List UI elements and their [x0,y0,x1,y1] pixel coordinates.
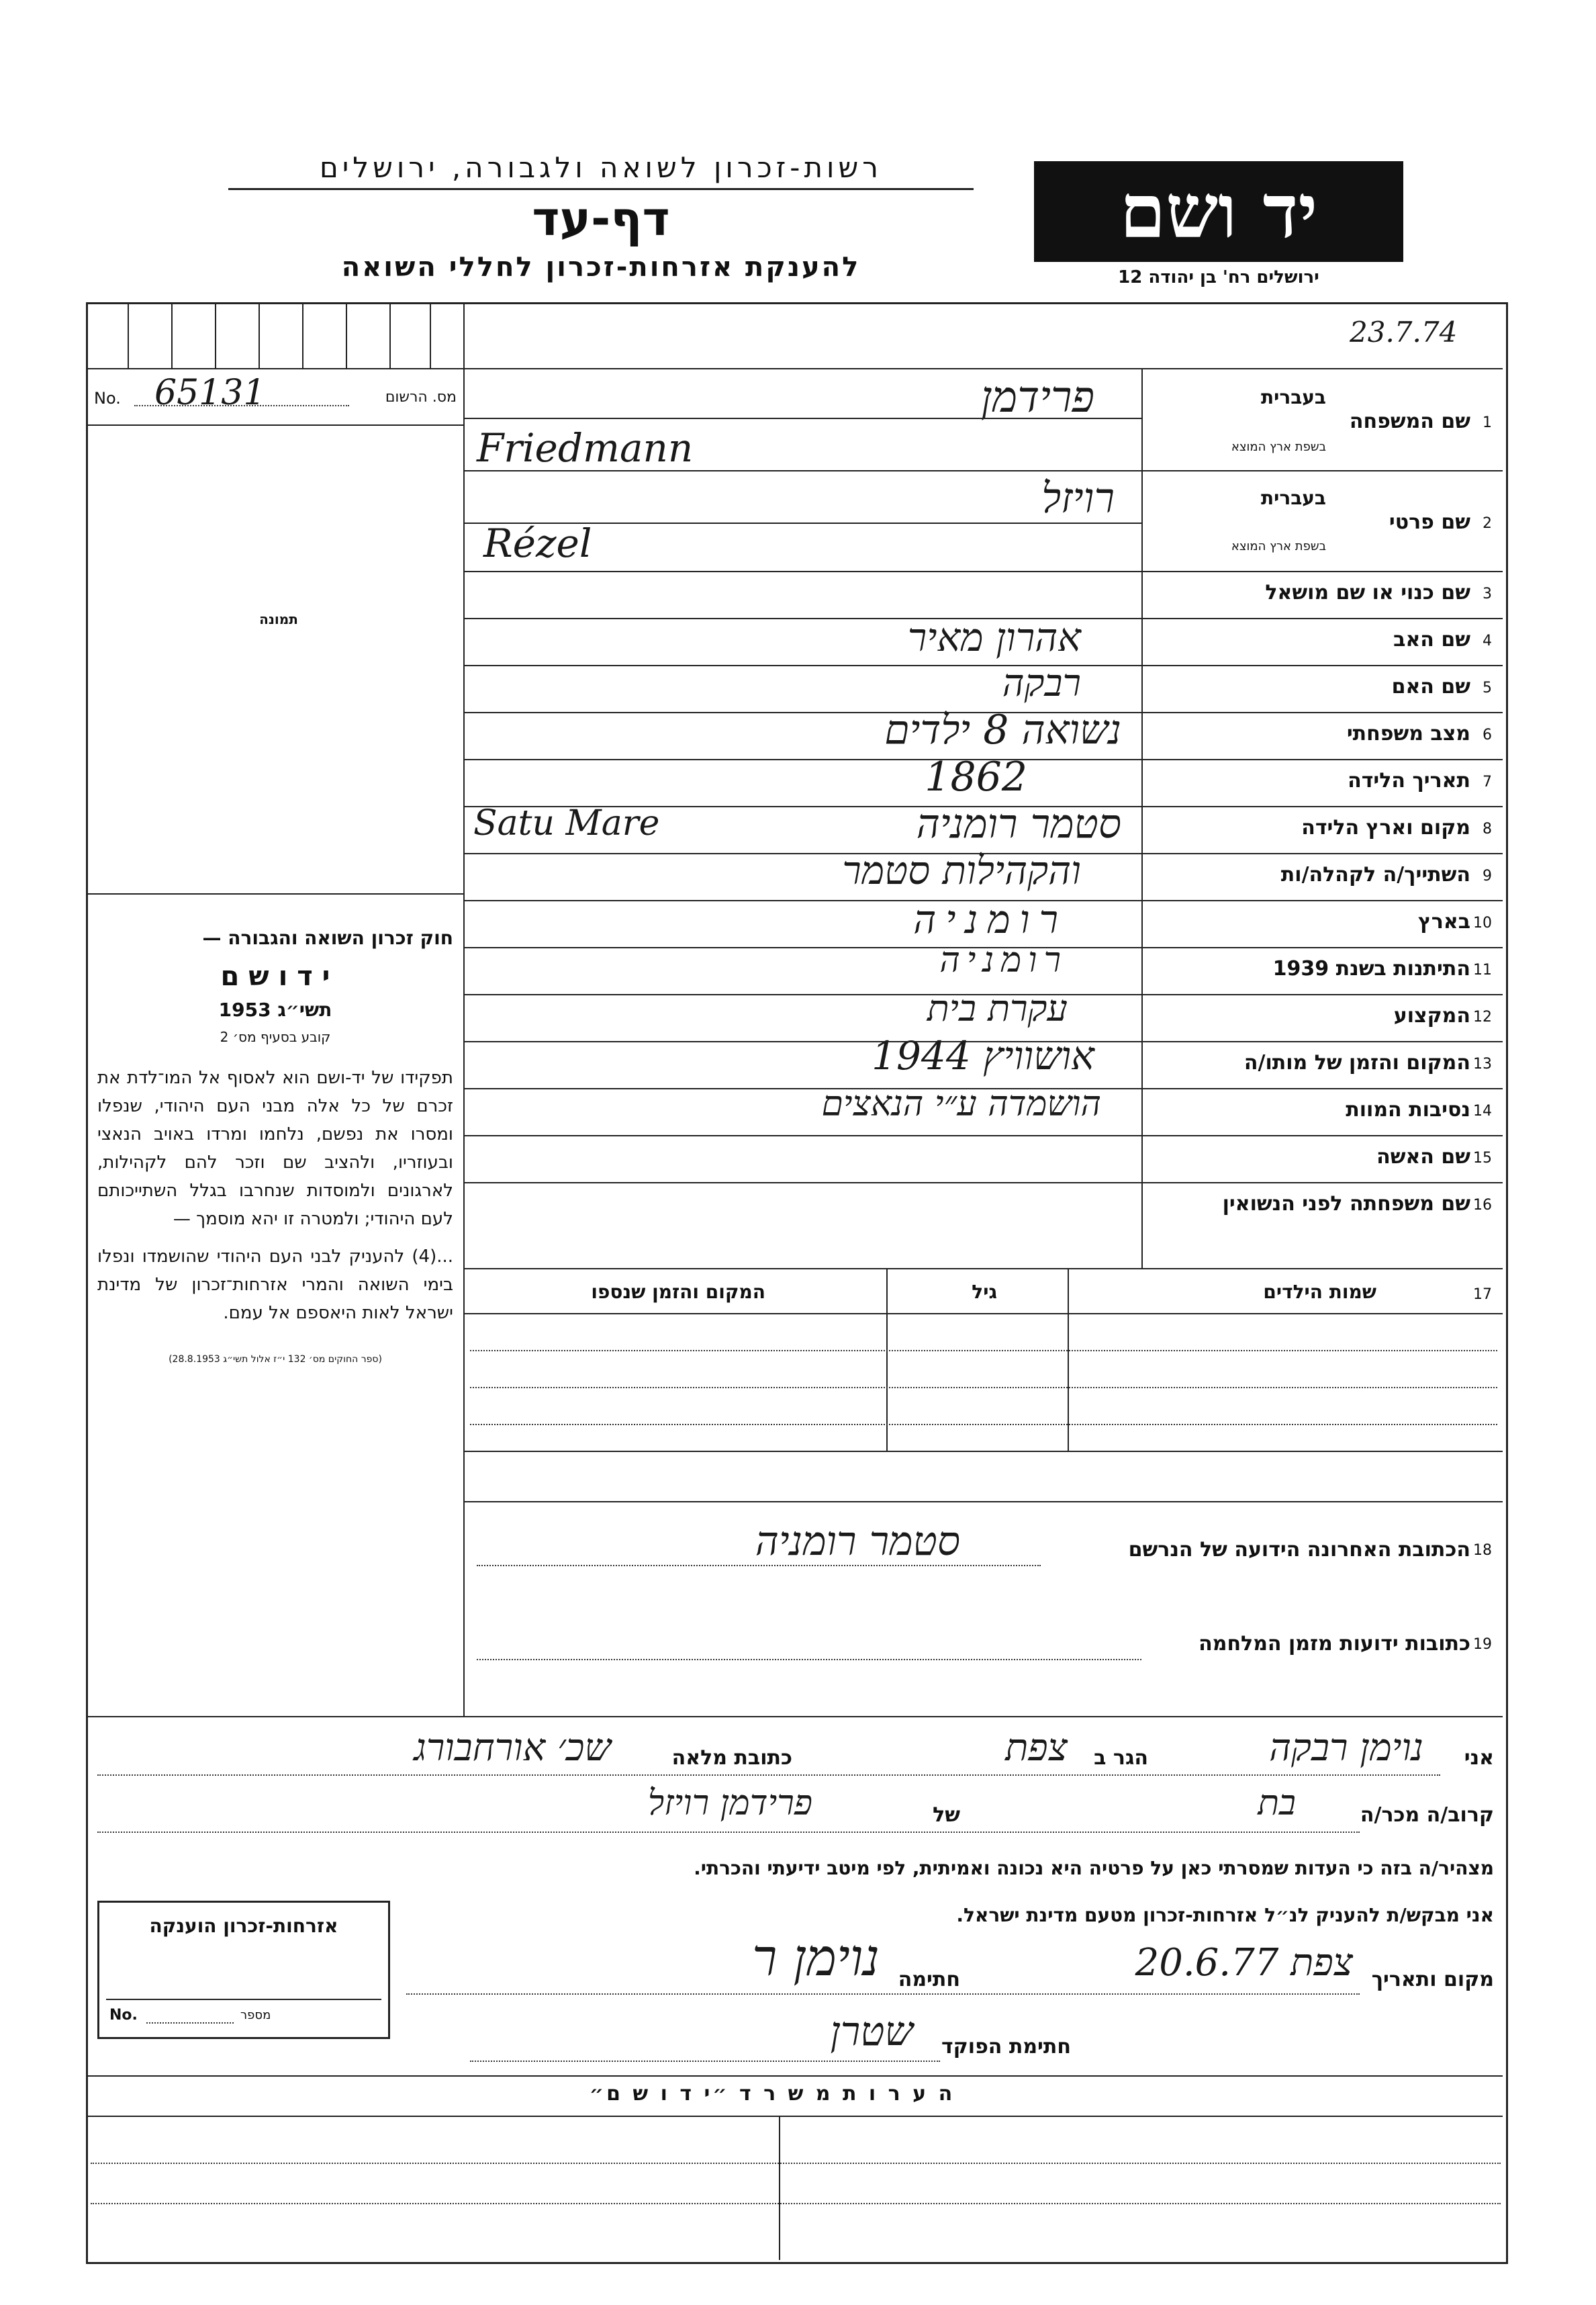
field-15-number: 15 [1473,1150,1492,1167]
field-1-row [470,373,1497,470]
field-13-number: 13 [1473,1056,1492,1073]
field-4-value: אהרון מאיר [907,615,1081,660]
field-8-value: סטמר רומניה [916,801,1121,848]
place-date-label: מקום ותאריך [1371,1968,1494,1991]
resides-label: הגר ב [1094,1746,1148,1770]
law-paragraph-2: ...(4) להעניק לבני העם היהודי שהושמדו ונפלו בימי השואה והמרי אזרחות־זכרון של מדינת ישראל לאות היאספם אל עמם. [97,1247,453,1323]
children-col-place: המקום והזמן שנספו [591,1281,765,1303]
field-5-value: רבקה [1002,662,1081,705]
field-2-number: 2 [1483,515,1492,532]
of-label: של [933,1803,960,1827]
field-9-number: 9 [1483,868,1492,885]
field-16-number: 16 [1473,1197,1492,1214]
resides-value: צפת [1005,1726,1068,1770]
field-11-value: רומניה [939,940,1068,981]
citizenship-number-label: מספר [240,2008,271,2022]
field-1-sub-foreign: בשפת ארץ המוצא [1231,440,1326,454]
law-title: חוק זכרון השואה והגבורה — [202,927,453,949]
field-5-number: 5 [1483,680,1492,696]
field-8-value-foreign: Satu Mare [473,803,660,844]
children-col-names: שמות הילדים [1263,1281,1376,1303]
field-18-row [470,1518,1497,1572]
field-2-value-hebrew: רויזל [1041,473,1115,523]
signature-label: חתימה [898,1968,960,1991]
relation-value: בת [1258,1783,1296,1823]
field-14-row [470,1084,1497,1135]
citizenship-no-label: No. [109,2007,138,2024]
of-name-value: פרידמן רויזל [647,1783,812,1823]
field-15-row [470,1135,1497,1182]
field-19-number: 19 [1473,1636,1492,1653]
remarks-header: ה ע ר ו ת מ ש ר ד ״י ד ו ש ם״ [589,2082,955,2106]
field-2-value-foreign: Rézel [483,521,592,566]
field-4-number: 4 [1483,633,1492,649]
declarant-signature: נוימן ר [752,1928,880,1987]
field-4-row [470,615,1497,665]
field-14-number: 14 [1473,1103,1492,1120]
field-6-row [470,707,1497,759]
yad-vashem-logo: יד ושם [1034,161,1403,262]
citizenship-box-title: אזרחות-זכרון הוענקה [149,1915,338,1937]
field-2-sub-foreign: בשפת ארץ המוצא [1231,539,1326,553]
official-signature-row [470,2008,1074,2075]
field-12-number: 12 [1473,1009,1492,1026]
logo-address: ירושלים רח' בן יהודה 12 [1118,267,1319,287]
field-7-value: 1862 [925,754,1027,801]
citizenship-box [97,1901,390,2039]
statement-1: מצהיר/ה בזה כי העדות שמסרתי כאן על פרטיה היא נכונה ואמיתית, לפי מיטב ידיעתי והכרתי. [694,1857,1494,1879]
field-6-value: נשואה 8 ילדים [884,707,1121,754]
field-18-label: הכתובת האחרונה הידועה של הנרשם [1128,1538,1470,1562]
field-7-label: תאריך הלידה [1348,769,1470,793]
field-4-label: שם האב [1393,628,1470,651]
field-2-sub-hebrew: בעברית [1260,487,1326,509]
field-3-row [470,571,1497,618]
top-note: 23.7.74 [1350,316,1458,349]
official-signature-label: חתימת הפוקד [941,2035,1071,2059]
field-16-row [470,1182,1497,1229]
field-1-value-hebrew: פרידמן [980,373,1094,422]
field-3-number: 3 [1483,586,1492,602]
law-name: י ד ו ש ם [220,961,330,992]
field-8-row [470,801,1497,853]
field-17-number: 17 [1473,1286,1492,1303]
field-14-value: הושמדה ע״י הנאצים [821,1084,1101,1124]
law-clause: קובע בסעיף מס׳ 2 [220,1029,331,1045]
field-19-label: כתובות ידועות מזמן המלחמה [1199,1632,1470,1656]
field-14-label: נסיבות המוות [1346,1098,1470,1122]
official-signature: שטרן [830,2008,913,2055]
registration-no-label: No. [94,389,121,408]
field-10-value: רומניה [913,897,1068,942]
field-5-row [470,662,1497,712]
field-12-value: עקרת בית [927,987,1068,1030]
children-col-age: גיל [972,1281,997,1303]
field-9-value: והקהילות סטמר [842,848,1081,893]
field-16-label: שם משפחתה לפני הנשואין [1222,1192,1470,1216]
authority-name: רשות-זכרון לשואה ולגבורה, ירושלים [320,151,882,184]
field-1-number: 1 [1483,414,1492,431]
declaration-ani: אני [1464,1746,1494,1770]
place-date-value: צפת 20.6.77 [1135,1941,1353,1985]
address-label: כתובת מלאה [671,1746,792,1770]
statement-2: אני מבקש/ת להעניק לנ״ל אזרחות-זכרון מטעם מדינת ישראל. [956,1904,1494,1926]
registration-label: מס. הרשום [385,389,457,406]
field-13-row [470,1033,1497,1088]
field-11-label: התיתנות בשנת 1939 [1272,957,1470,981]
field-11-number: 11 [1473,962,1492,979]
field-9-label: השתייך/ה לקהלה/ות [1280,863,1470,887]
law-box [97,927,453,1365]
law-paragraph-1: תפקידו של יד-ושם הוא לאסוף אל המו־לדת את זכרם של כל אלה מבני העם היהודי, שנפלו ומסרו את נפשם, נלחמו ומרדו באויב הנאצי ובעוזריו, ולהציב שם וזכר להם לקהילות, לארגונים ולמוסדות שנחרבו בגלל השתייכותם לעם היהודי; ולמטרה זו יהא מוסמך — [97,1068,453,1229]
law-year: תשי״ג 1953 [218,999,332,1021]
field-18-value: סטמר רומניה [755,1518,960,1565]
field-19-row [470,1612,1497,1666]
law-source: (ספר החוקים מס׳ 132 י״ז אלול תשי״ג 28.8.1953) [169,1354,382,1365]
field-7-number: 7 [1483,774,1492,790]
field-1-value-foreign: Friedmann [477,425,694,471]
field-18-number: 18 [1473,1542,1492,1559]
field-13-value: אושוויץ 1944 [872,1033,1094,1079]
field-1-sub-hebrew: בעברית [1260,386,1326,408]
children-table-header [470,1273,1497,1313]
declarant-name: נוימן רבקה [1269,1726,1423,1770]
field-6-label: מצב משפחתי [1346,722,1470,745]
field-12-label: המקצוע [1393,1004,1470,1028]
registration-number: 65131 [154,373,266,413]
field-15-label: שם האשה [1376,1145,1470,1169]
field-5-label: שם האם [1391,675,1470,698]
address-value: שכ׳ אורחבורג [414,1726,611,1770]
field-13-label: המקום והזמן של מותו/ה [1243,1051,1470,1075]
field-1-label: שם המשפחה [1349,410,1470,433]
field-2-label: שם פרטי [1389,510,1470,534]
field-3-label: שם כנוי או שם מושאל [1265,581,1470,604]
field-8-number: 8 [1483,821,1492,838]
field-7-row [470,754,1497,806]
field-10-label: בארץ [1417,910,1470,934]
field-10-number: 10 [1473,915,1492,932]
photo-label: תמונה [259,611,298,627]
form-subtitle: להענקת אזרחות-זכרון לחללי השואה [341,252,861,283]
relative-label: קרוב/ה מכר/ה [1360,1803,1494,1827]
field-6-number: 6 [1483,727,1492,743]
field-9-row [470,848,1497,900]
field-8-label: מקום וארץ הלידה [1301,816,1470,840]
form-title: דף-עד [532,191,670,246]
